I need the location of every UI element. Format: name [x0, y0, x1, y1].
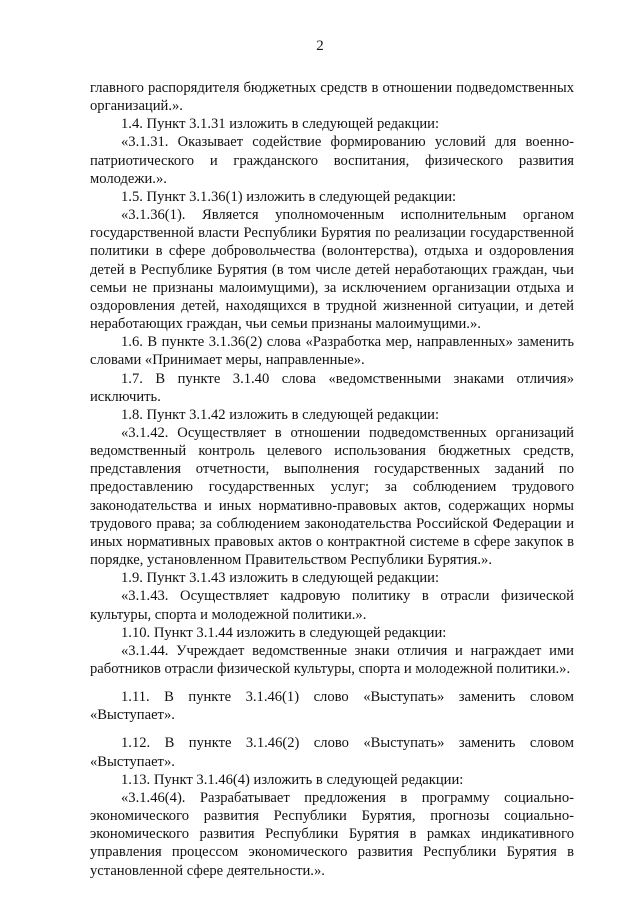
paragraph: главного распорядителя бюджетных средств в отношении подведомственных организаций.». — [90, 80, 574, 115]
paragraph: 1.12. В пункте 3.1.46(2) слово «Выступать» заменить словом «Выступает». — [90, 735, 574, 770]
paragraph: 1.7. В пункте 3.1.40 слова «ведомственными знаками отличия» исключить. — [90, 370, 574, 405]
paragraph: 1.11. В пункте 3.1.46(1) слово «Выступать» заменить словом «Выступает». — [90, 689, 574, 724]
paragraph: «3.1.46(4). Разрабатывает предложения в программу социально-экономического развития Республики Бурятия, прогнозы социально-экономического развития Республики Бурятия в рамках индикативного управления процессом экономического развития Республики Бурятия в установленной сфере деятельности.». — [90, 789, 574, 879]
paragraph: 1.9. Пункт 3.1.43 изложить в следующей редакции: — [121, 570, 440, 587]
paragraph: 1.8. Пункт 3.1.42 изложить в следующей редакции: — [121, 406, 440, 423]
paragraph: «3.1.36(1). Является уполномоченным исполнительным органом государственной власти Республики Бурятия по реализации государственной политики в сфере добровольчества (волонтерства), отдыха и оздоровления детей в Республике Бурятия (в том числе детей неработающих граждан, чьи семьи не признаны малоимущими), за исключением организации отдыха и оздоровления детей, находящихся в трудной жизненной ситуации, и детей неработающих граждан, чьи семьи признаны малоимущими.». — [90, 207, 574, 333]
paragraph: «3.1.44. Учреждает ведомственные знаки отличия и награждает ими работников отрасли физической культуры, спорта и молодежной политики.». — [90, 642, 574, 677]
paragraph: «3.1.42. Осуществляет в отношении подведомственных организаций ведомственный контроль целевого использования бюджетных средств, представления отчетности, выполнения государственных заданий по предоставлению государственных услуг; за соблюдением трудового законодательства и иных нормативно-правовых актов, содержащих нормы трудового права; за соблюдением законодательства Российской Федерации и иных нормативных правовых актов о контрактной системе в сфере закупок в порядке, установленном Правительством Республики Бурятия.». — [90, 424, 574, 569]
paragraph: «3.1.31. Оказывает содействие формированию условий для военно-патриотического и гражданского воспитания, физического развития молодежи.». — [90, 134, 574, 187]
paragraph: «3.1.43. Осуществляет кадровую политику в отрасли физической культуры, спорта и молодежной политики.». — [90, 588, 574, 623]
paragraph: 1.13. Пункт 3.1.46(4) изложить в следующей редакции: — [121, 771, 464, 788]
paragraph: 1.10. Пункт 3.1.44 изложить в следующей редакции: — [121, 624, 447, 641]
page-number: 2 — [316, 38, 324, 54]
paragraph: 1.6. В пункте 3.1.36(2) слова «Разработка мер, направленных» заменить словами «Принимает меры, направленные». — [90, 334, 574, 369]
paragraph: 1.4. Пункт 3.1.31 изложить в следующей редакции: — [121, 116, 440, 133]
document-body — [90, 79, 574, 880]
paragraph: 1.5. Пункт 3.1.36(1) изложить в следующей редакции: — [121, 188, 457, 205]
